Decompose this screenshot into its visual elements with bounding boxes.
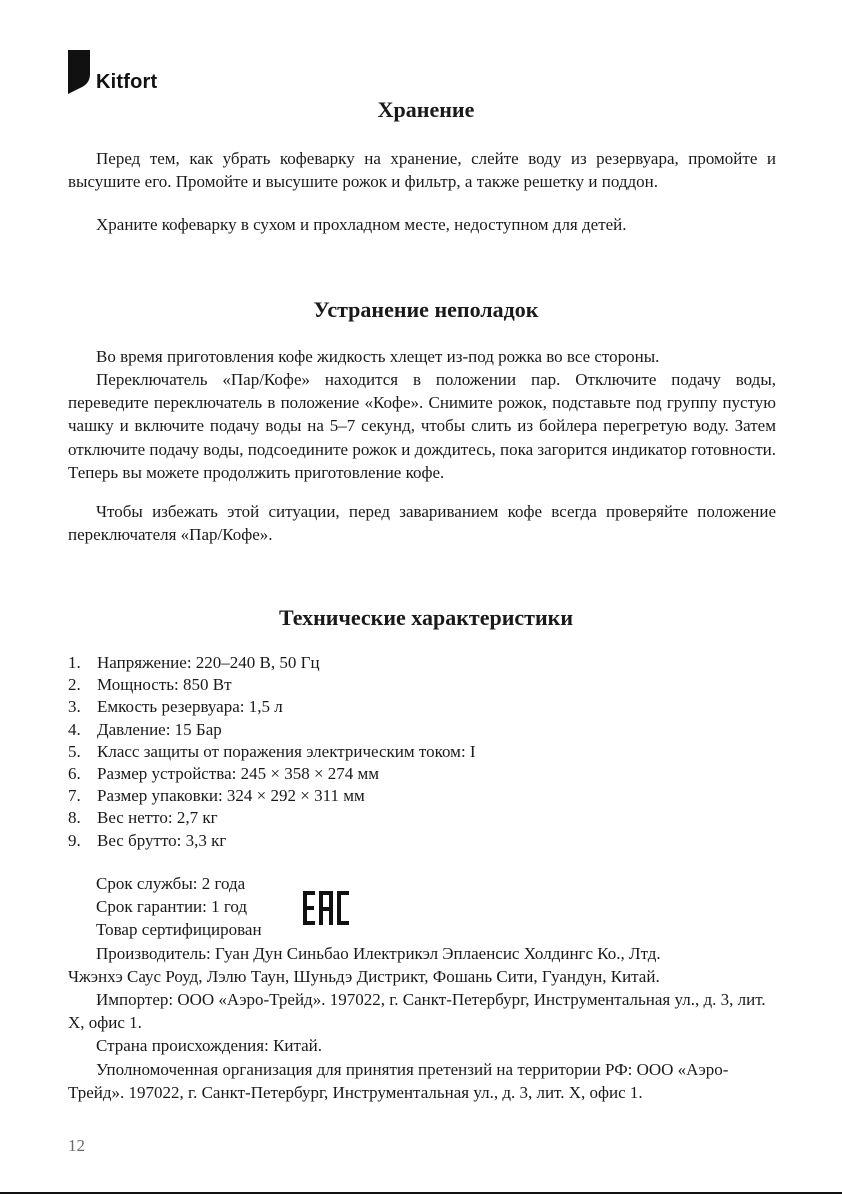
troubleshooting-heading: Устранение неполадок (313, 297, 539, 322)
list-item (68, 763, 476, 785)
manufacturer: Производитель: Гуан Дун Синьбао Илектрикэл Эплаенсис Холдингс Ко., Лтд. (96, 943, 661, 963)
list-item-number: 5. (68, 741, 81, 761)
certification: Товар сертифицирован (96, 920, 262, 940)
list-item-text: Напряжение: 220–240 В, 50 Гц (97, 653, 320, 672)
troubleshooting-paragraph-1: Во время приготовления кофе жидкость хлещет из-под рожка во все стороны. (96, 347, 660, 366)
importer: Импортер: ООО «Аэро-Трейд». 197022, г. Санкт-Петербург, Инструментальная ул., д. 3, лит. Х, офис 1. (68, 990, 766, 1033)
list-item (68, 785, 476, 807)
warranty: Срок гарантии: 1 год (96, 897, 248, 917)
list-item-number: 6. (68, 764, 81, 784)
list-item-number: 8. (68, 808, 81, 828)
page-number: 12 (68, 1136, 85, 1155)
troubleshooting-paragraph-2: Переключатель «Пар/Кофе» находится в положении пар. Отключите подачу воды, переведите переключатель в положение «Кофе». Снимите рожок, подставьте под группу пустую чашку и включите подачу воды на 5–7 секунд, чтобы слить из бойлера перегретую воду. Затем отключите подачу воды, подсоедините рожок и дождитесь, пока загорится индикатор готовности. Теперь вы можете продолжить приготовление кофе. (68, 370, 776, 482)
list-item-number: 3. (68, 697, 81, 717)
list-item (68, 807, 476, 829)
list-item (68, 741, 476, 763)
list-item (68, 674, 476, 696)
authorized-organization: Уполномоченная организация для принятия претензий на территории РФ: ООО «Аэро-Трейд». 197022, г. Санкт-Петербург, Инструментальная ул., д. 3, лит. Х, офис 1. (68, 1059, 729, 1102)
list-item-number: 7. (68, 786, 81, 806)
list-item-text: Мощность: 850 Вт (97, 675, 232, 695)
list-item-text: Класс защиты от поражения электрическим током: I (97, 741, 476, 761)
list-item-text: Емкость резервуара: 1,5 л (97, 697, 283, 717)
list-item (68, 652, 476, 674)
list-item-text: Размер устройства: 245 × 358 × 274 мм (97, 764, 380, 784)
country-of-origin: Страна происхождения: Китай. (96, 1036, 323, 1056)
brand-name: Kitfort (96, 71, 158, 93)
storage-paragraph-1: Перед тем, как убрать кофеварку на хранение, слейте воду из резервуара, промойте и высушите его. Промойте и высушите рожок и фильтр, а также решетку и поддон. (68, 149, 776, 192)
product-info (68, 872, 776, 1104)
list-item-text: Размер упаковки: 324 × 292 × 311 мм (97, 786, 365, 806)
brand-logo (68, 50, 157, 94)
list-item-text: Давление: 15 Бар (97, 719, 222, 739)
service-life: Срок службы: 2 года (96, 874, 246, 893)
list-item-number: 2. (68, 675, 81, 695)
list-item-text: Вес брутто: 3,3 кг (97, 830, 227, 850)
list-item (68, 719, 476, 741)
list-item-text: Вес нетто: 2,7 кг (97, 808, 218, 828)
specs-heading: Технические характеристики (278, 605, 574, 630)
list-item-number: 1. (68, 653, 81, 672)
list-item (68, 830, 476, 852)
manufacturer-address: Чжэнхэ Саус Роуд, Лэлю Таун, Шуньдэ Дистрикт, Фошань Сити, Гуандун, Китай. (68, 966, 660, 986)
list-item-number: 9. (68, 830, 81, 850)
list-item-number: 4. (68, 719, 81, 739)
storage-heading: Хранение (377, 97, 475, 122)
kitfort-logo-icon (68, 50, 90, 94)
eac-certification-icon (303, 891, 349, 930)
list-item (68, 696, 476, 718)
specs-list (68, 652, 476, 852)
storage-paragraph-2: Храните кофеварку в сухом и прохладном месте, недоступном для детей. (96, 215, 627, 234)
troubleshooting-paragraph-3: Чтобы избежать этой ситуации, перед завариванием кофе всегда проверяйте положение переключателя «Пар/Кофе». (68, 502, 776, 545)
